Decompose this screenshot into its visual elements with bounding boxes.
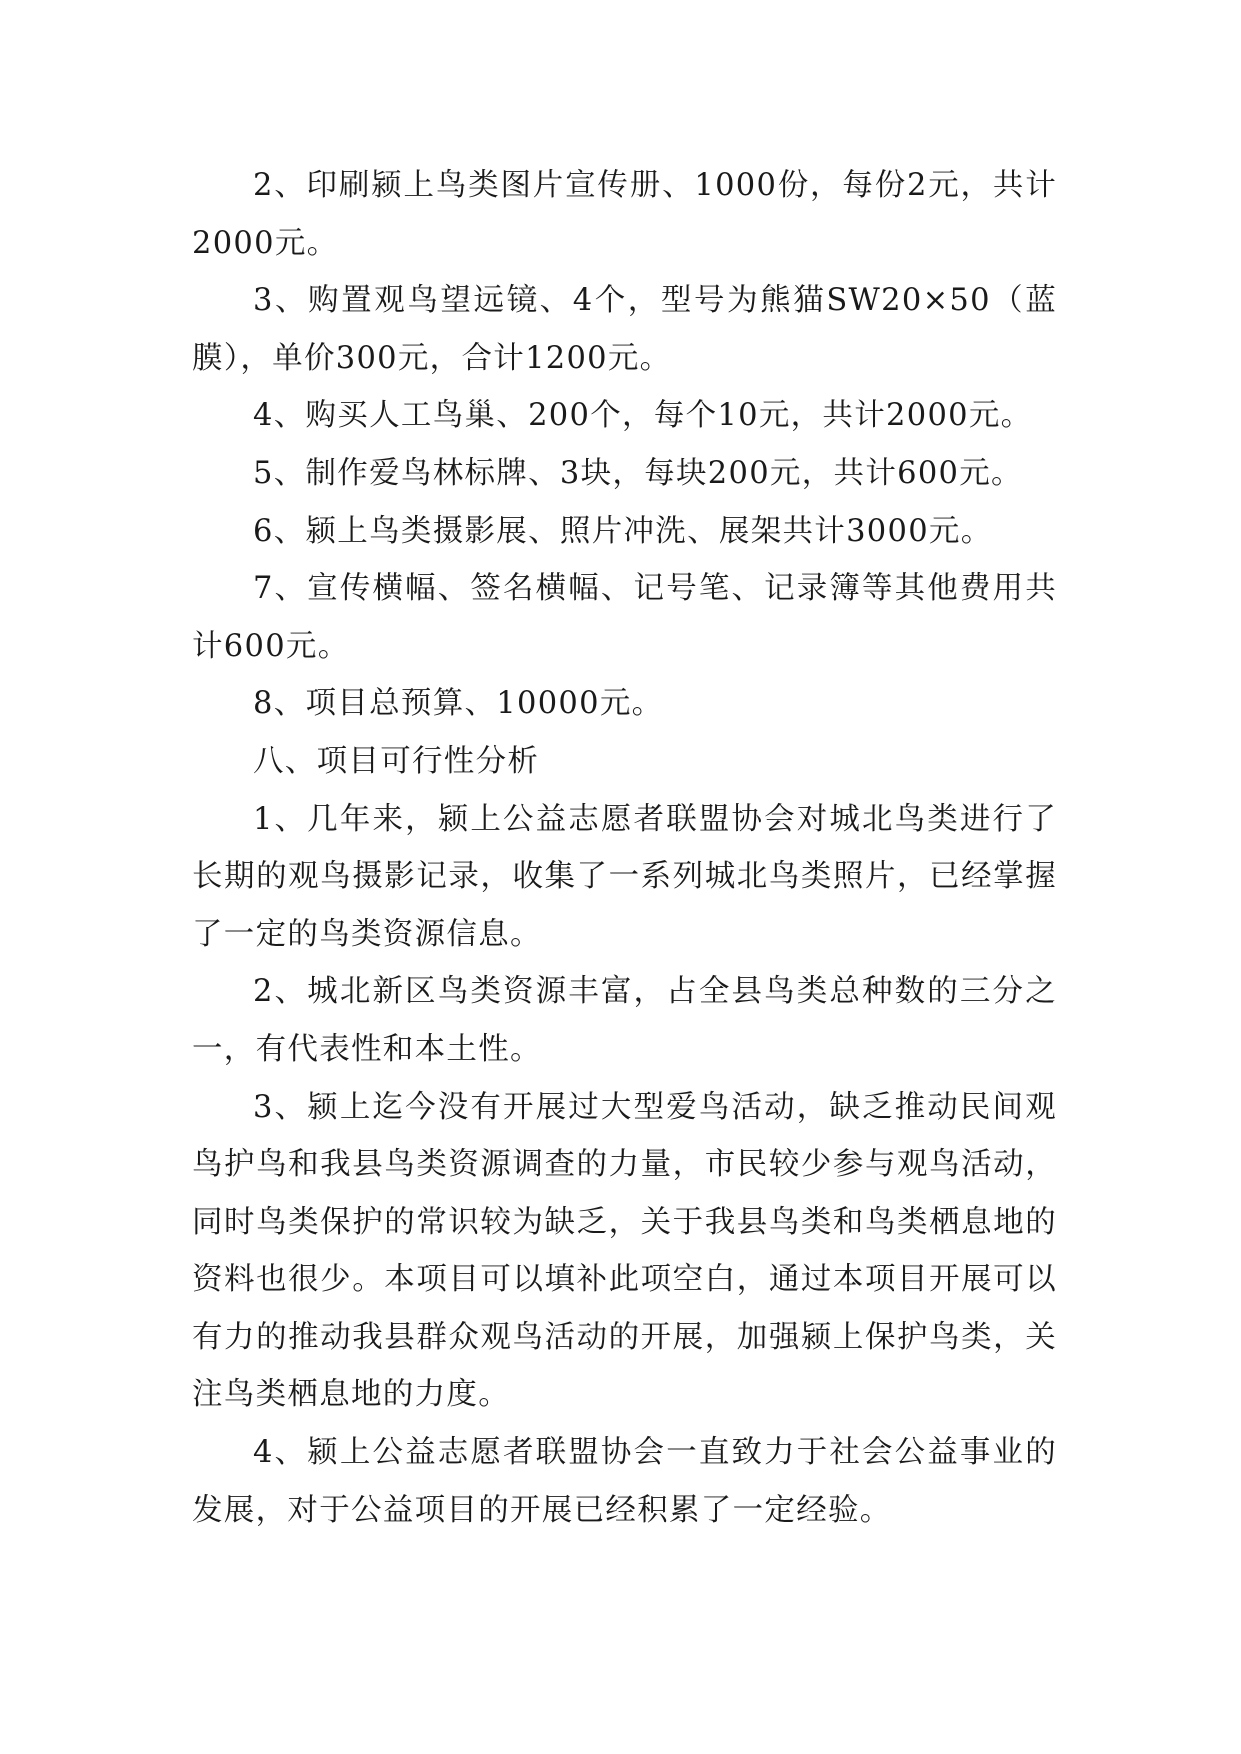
feasibility-point-4: 4、颍上公益志愿者联盟协会一直致力于社会公益事业的发展，对于公益项目的开展已经积累了一定经验。 <box>192 1435 1057 1528</box>
budget-item-signs: 5、制作爱鸟林标牌、3块，每块200元，共计600元。 <box>253 455 1023 491</box>
budget-item-other: 7、宣传横幅、签名横幅、记号笔、记录簿等其他费用共计600元。 <box>192 571 1057 664</box>
feasibility-point-2: 2、城北新区鸟类资源丰富，占全县鸟类总种数的三分之一，有代表性和本土性。 <box>192 974 1057 1067</box>
budget-total: 8、项目总预算、10000元。 <box>253 686 664 722</box>
budget-item-nests: 4、购买人工鸟巢、200个，每个10元，共计2000元。 <box>253 398 1033 434</box>
budget-item-exhibition: 6、颍上鸟类摄影展、照片冲洗、展架共计3000元。 <box>253 513 993 549</box>
budget-item-printing: 2、印刷颍上鸟类图片宣传册、1000份，每份2元，共计2000元。 <box>192 168 1057 261</box>
feasibility-point-3: 3、颍上迄今没有开展过大型爱鸟活动，缺乏推动民间观鸟护鸟和我县鸟类资源调查的力量，市民较少参与观鸟活动，同时鸟类保护的常识较为缺乏，关于我县鸟类和鸟类栖息地的资料也很少。本项目可以填补此项空白，通过本项目开展可以有力的推动我县群众观鸟活动的开展，加强颍上保护鸟类，关注鸟类栖息地的力度。 <box>192 1089 1057 1413</box>
section-heading-feasibility: 八、项目可行性分析 <box>253 743 540 779</box>
feasibility-point-1: 1、几年来，颍上公益志愿者联盟协会对城北鸟类进行了长期的观鸟摄影记录，收集了一系列城北鸟类照片，已经掌握了一定的鸟类资源信息。 <box>192 801 1057 952</box>
budget-item-binoculars: 3、购置观鸟望远镜、4个，型号为熊猫SW20×50（蓝膜），单价300元，合计1200元。 <box>192 283 1057 376</box>
document-body <box>192 157 1057 1539</box>
